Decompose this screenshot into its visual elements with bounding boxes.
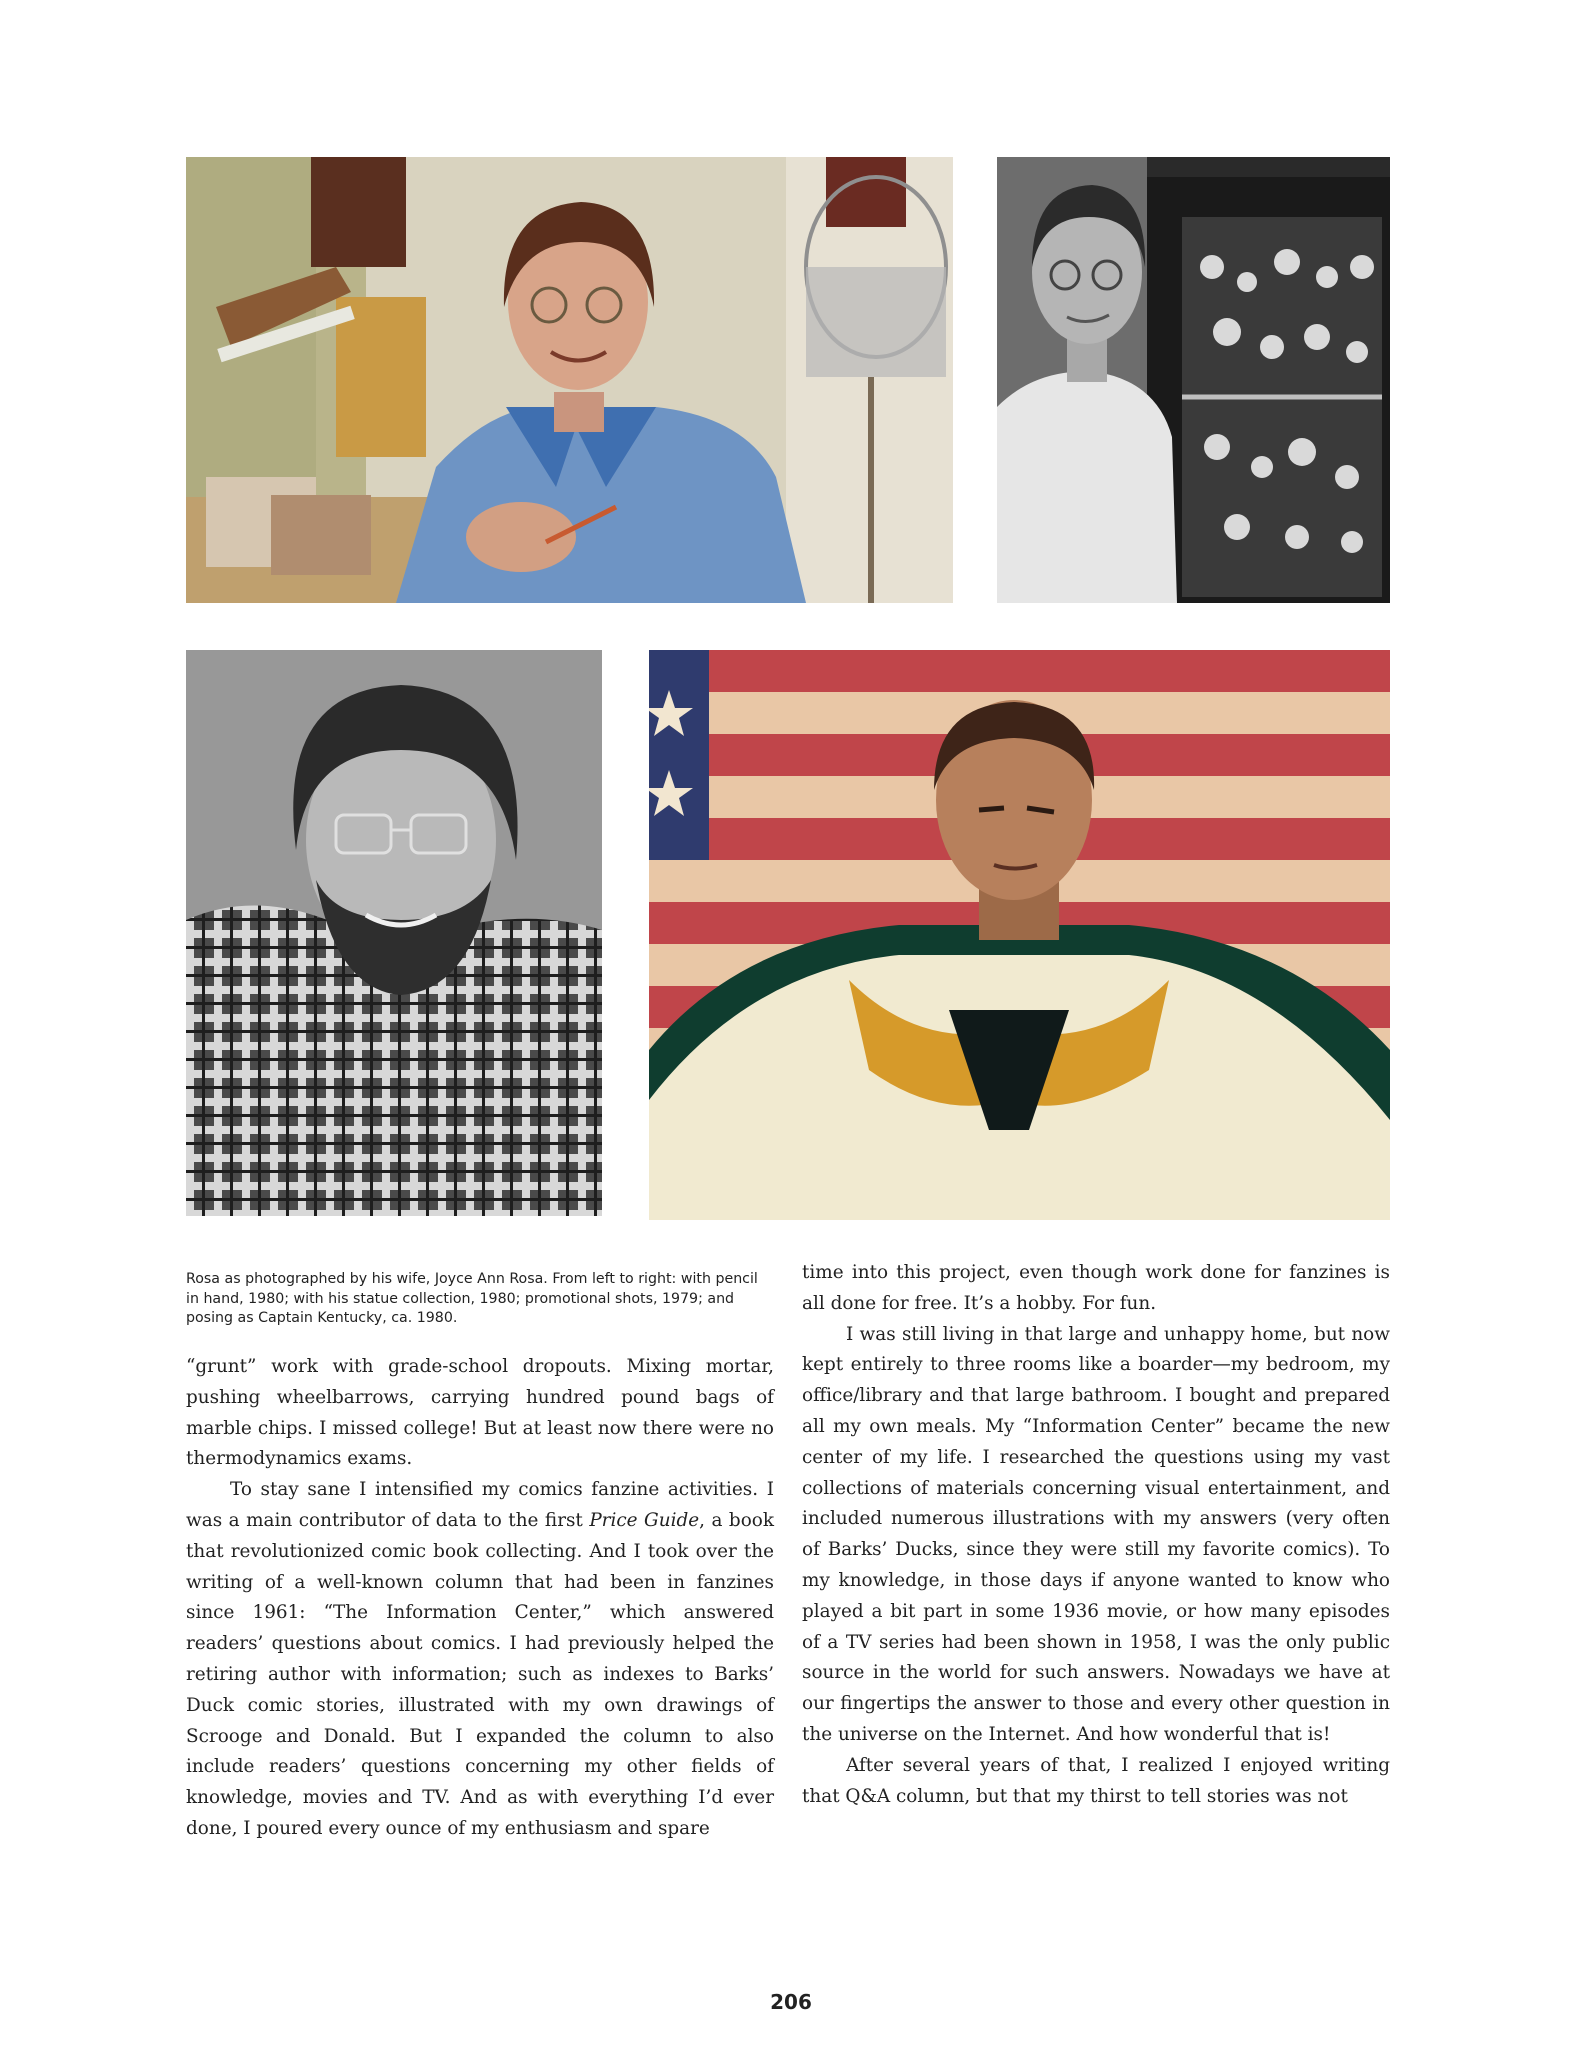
price-guide-title: Price Guide (589, 1509, 700, 1531)
photo-pencil-in-hand (186, 157, 953, 603)
photo-statue-collection (997, 157, 1390, 603)
left-text-column (186, 1352, 774, 1845)
photo-caption: Rosa as photographed by his wife, Joyce Ann Rosa. From left to right: with pencil in hand, 1980; with his statue collection, 1980; promotional shots, 1979; and posing as Captain Kentucky, ca. 1980. (186, 1271, 758, 1326)
photo-captain-kentucky (649, 650, 1390, 1220)
left-paragraph-1: “grunt” work with grade-school dropouts. Mixing mortar, pushing wheelbarrows, carrying hundred pound bags of marble chips. I missed college! But at least now there were no thermodynamics exams. (186, 1356, 774, 1470)
right-paragraph-1: time into this project, even though work done for fanzines is all done for free. It’s a hobby. For fun. (802, 1262, 1390, 1314)
page-number: 206 (770, 1990, 812, 2014)
photo-promotional-shot (186, 650, 602, 1216)
right-paragraph-2: I was still living in that large and unhappy home, but now kept entirely to three rooms like a boarder—my bedroom, my office/library and that large bathroom. I bought and prepared all my own meals. My “Information Center” became the new center of my life. I researched the questions using my vast collections of materials concerning visual entertainment, and included numerous illustrations with my answers (very often of Barks’ Ducks, since they were still my favorite comics). To my knowledge, in those days if anyone wanted to know who played a bit part in some 1936 movie, or how many episodes of a TV series had been shown in 1958, I was the only public source in the world for such answers. Nowadays we have at our fingertips the answer to those and every other question in the universe on the Internet. And how wonderful that is! (802, 1323, 1390, 1745)
left-paragraph-2: To stay sane I intensified my comics fanzine activities. I was a main contributor of data to the first Price Guide, a book that revolutionized comic book collecting. And I took over the writing of a well-known column that had been in fanzines since 1961: “The Information Center,” which answered readers’ questions about comics. I had previously helped the retiring author with information; such as indexes to Barks’ Duck comic stories, illustrated with my own drawings of Scrooge and Donald. But I expanded the column to also include readers’ questions concerning my other fields of knowledge, movies and TV. And as with everything I’d ever done, I poured every ounce of my enthusiasm and spare (186, 1479, 774, 1839)
right-text-column (802, 1258, 1390, 1812)
right-paragraph-3: After several years of that, I realized I enjoyed writing that Q&A column, but that my thirst to tell stories was not (802, 1754, 1390, 1807)
